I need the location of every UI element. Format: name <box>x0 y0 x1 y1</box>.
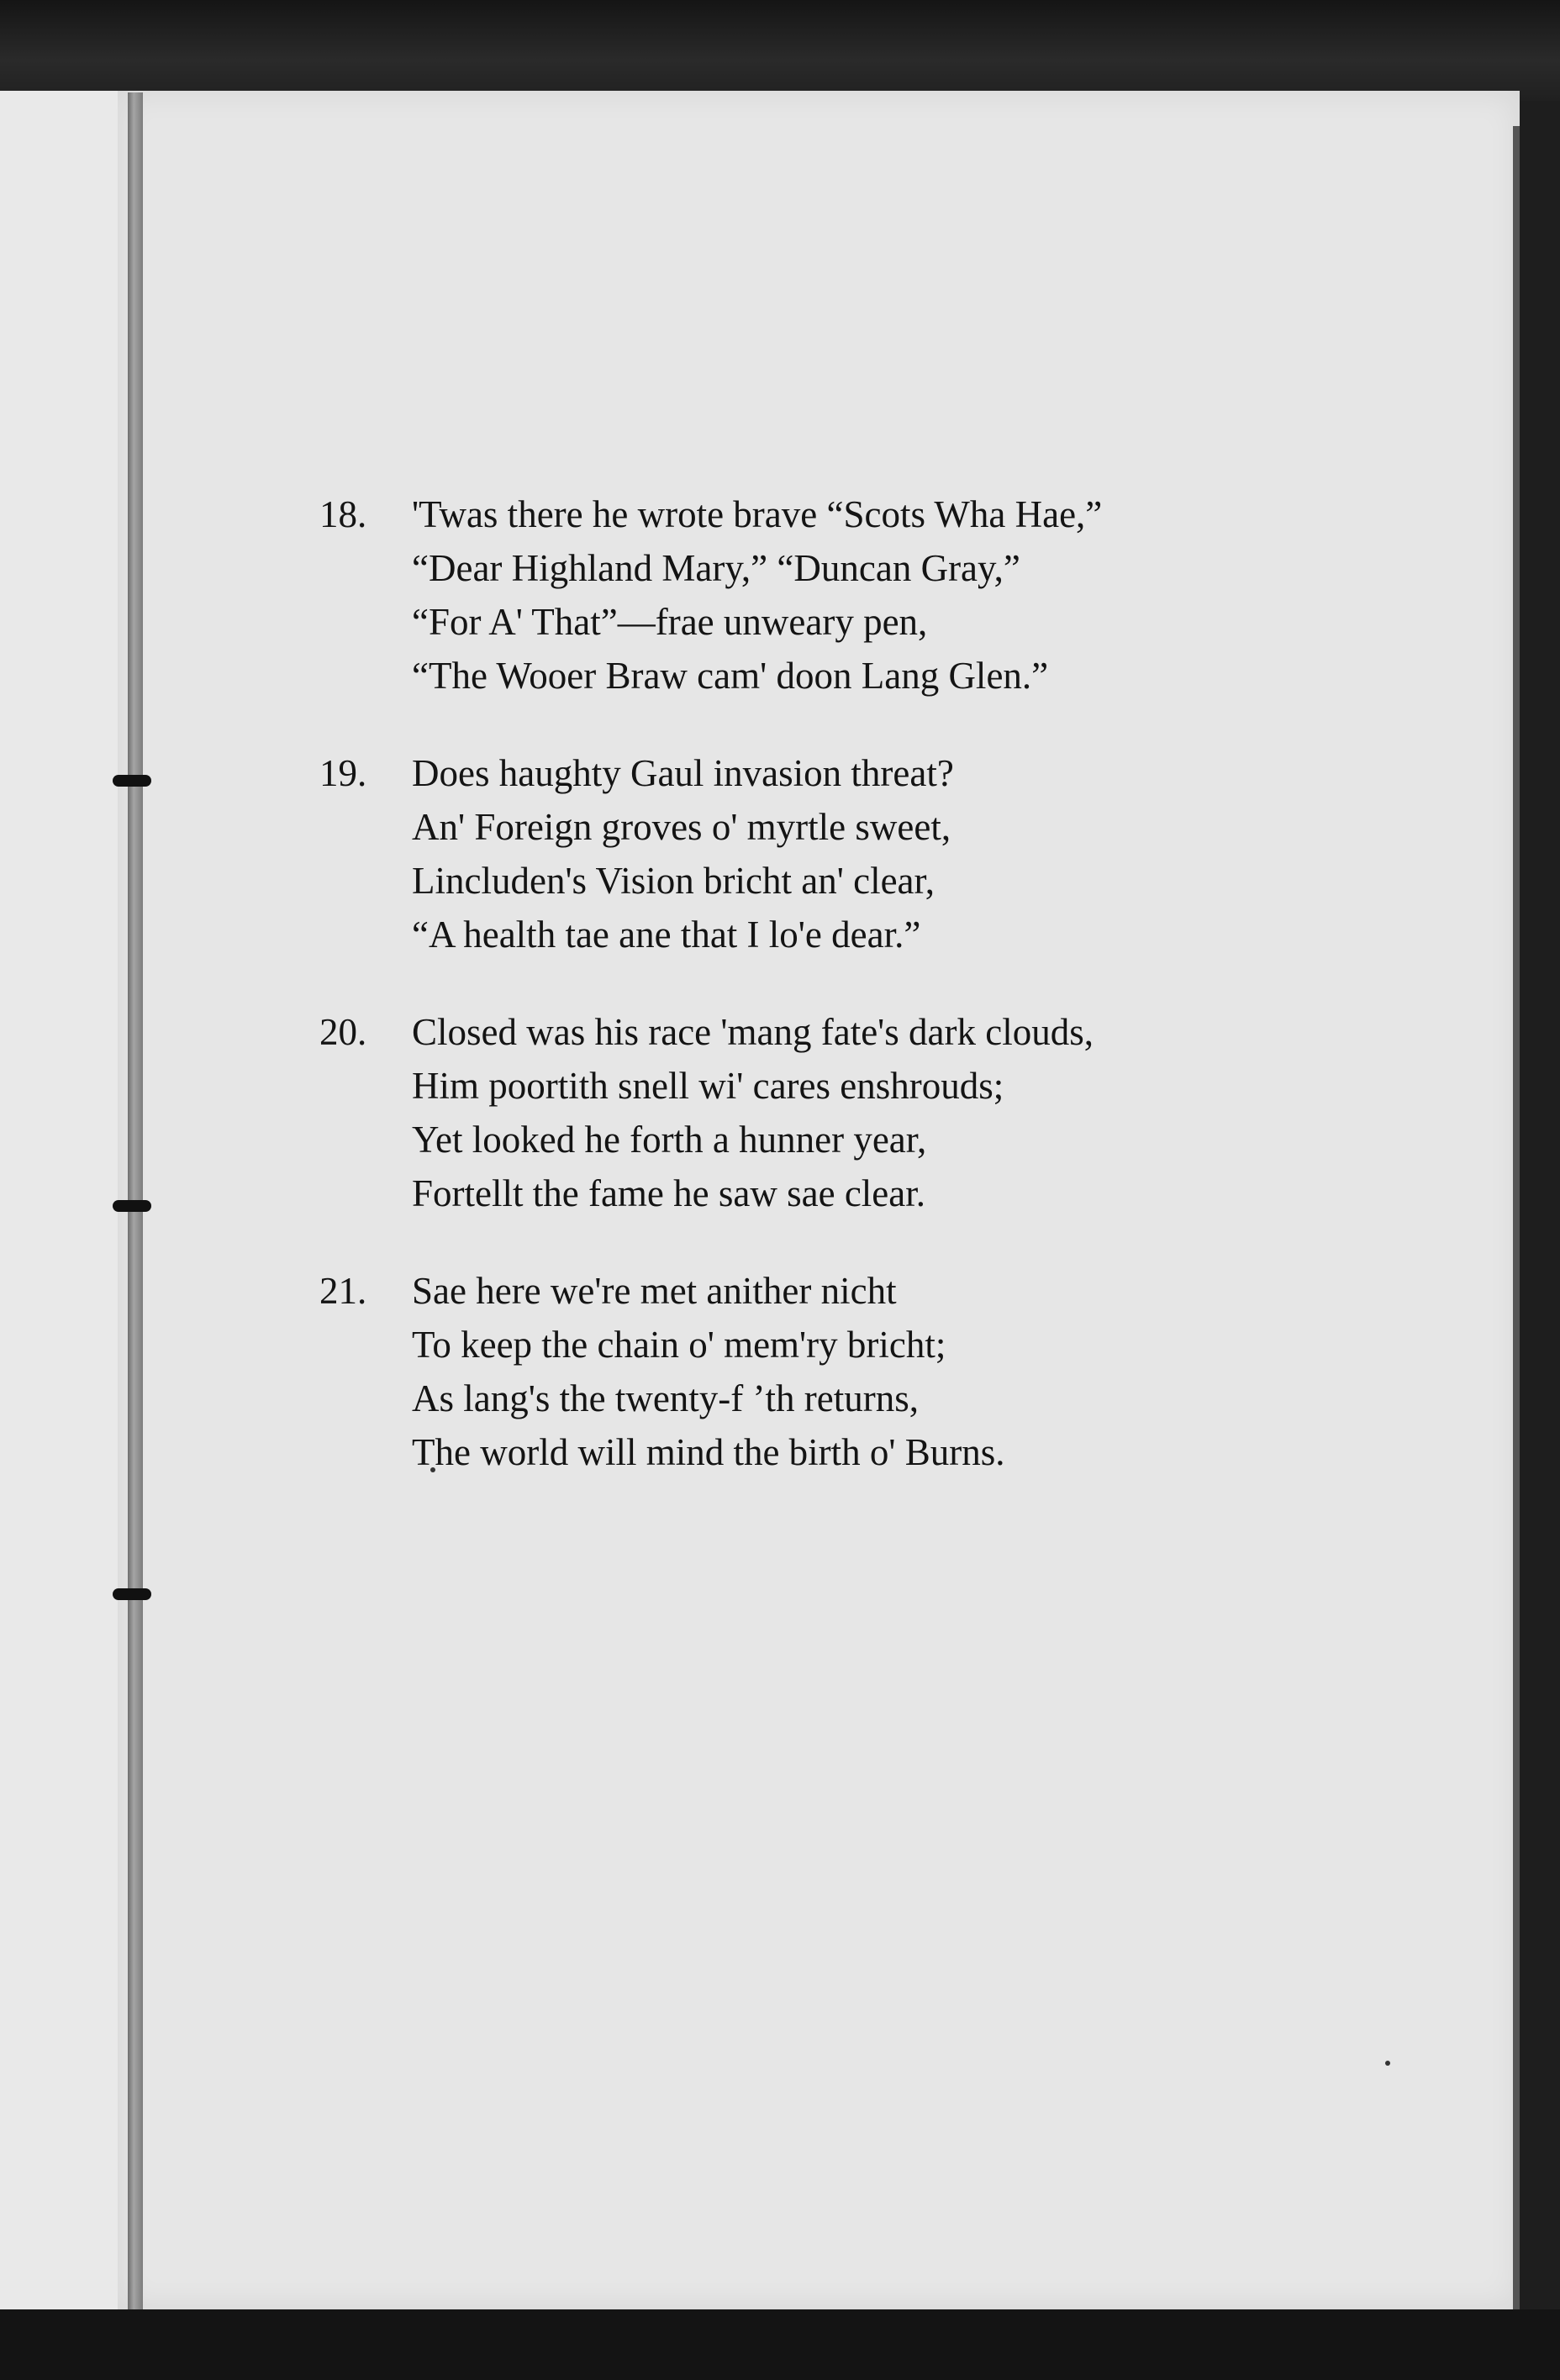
stanza-21 <box>319 1264 1286 1479</box>
stanza-number: 21. <box>319 1270 367 1312</box>
stanza-number: 18. <box>319 493 367 535</box>
verse-line: Sae here we're met anither nicht <box>412 1270 897 1312</box>
facing-page-edge <box>0 91 118 2309</box>
scan-bottom-border <box>0 2309 1560 2380</box>
stanza-lines <box>412 1005 1286 1220</box>
verse-line: To keep the chain o' mem'ry bricht; <box>412 1324 946 1366</box>
page-right-edge <box>1513 126 1520 2311</box>
poem-text <box>319 487 1286 1523</box>
stanza-20 <box>319 1005 1286 1220</box>
verse-line: “For A' That”—frae unweary pen, <box>412 601 928 643</box>
stanza-19 <box>319 746 1286 961</box>
verse-line: “Dear Highland Mary,” “Duncan Gray,” <box>412 547 1020 589</box>
verse-line: Him poortith snell wi' cares enshrouds; <box>412 1065 1004 1107</box>
stanza-18 <box>319 487 1286 703</box>
verse-line: The world will mind the birth o' Burns. <box>412 1431 1005 1473</box>
verse-line: As lang's the twenty-f ʼth returns, <box>412 1377 919 1419</box>
scan-top-border <box>0 0 1560 101</box>
stanza-number: 20. <box>319 1011 367 1053</box>
binding-stitch <box>113 775 151 787</box>
stanza-lines <box>412 487 1286 703</box>
verse-line: Yet looked he forth a hunner year, <box>412 1119 927 1161</box>
verse-line: Closed was his race 'mang fate's dark clouds, <box>412 1011 1094 1053</box>
verse-line: An' Foreign groves o' myrtle sweet, <box>412 806 951 848</box>
stanza-lines <box>412 1264 1286 1479</box>
verse-line: Fortellt the fame he saw sae clear. <box>412 1172 925 1214</box>
paper-speck <box>1385 2061 1390 2066</box>
binding-stitch <box>113 1588 151 1600</box>
stanza-number: 19. <box>319 752 367 794</box>
stanza-lines <box>412 746 1286 961</box>
verse-line: 'Twas there he wrote brave “Scots Wha Hae,” <box>412 493 1103 535</box>
verse-line: Does haughty Gaul invasion threat? <box>412 752 954 794</box>
verse-line: “The Wooer Braw cam' doon Lang Glen.” <box>412 655 1049 697</box>
binding-stitch <box>113 1200 151 1212</box>
verse-line: “A health tae ane that I lo'e dear.” <box>412 914 921 956</box>
verse-line: Lincluden's Vision bricht an' clear, <box>412 860 935 902</box>
